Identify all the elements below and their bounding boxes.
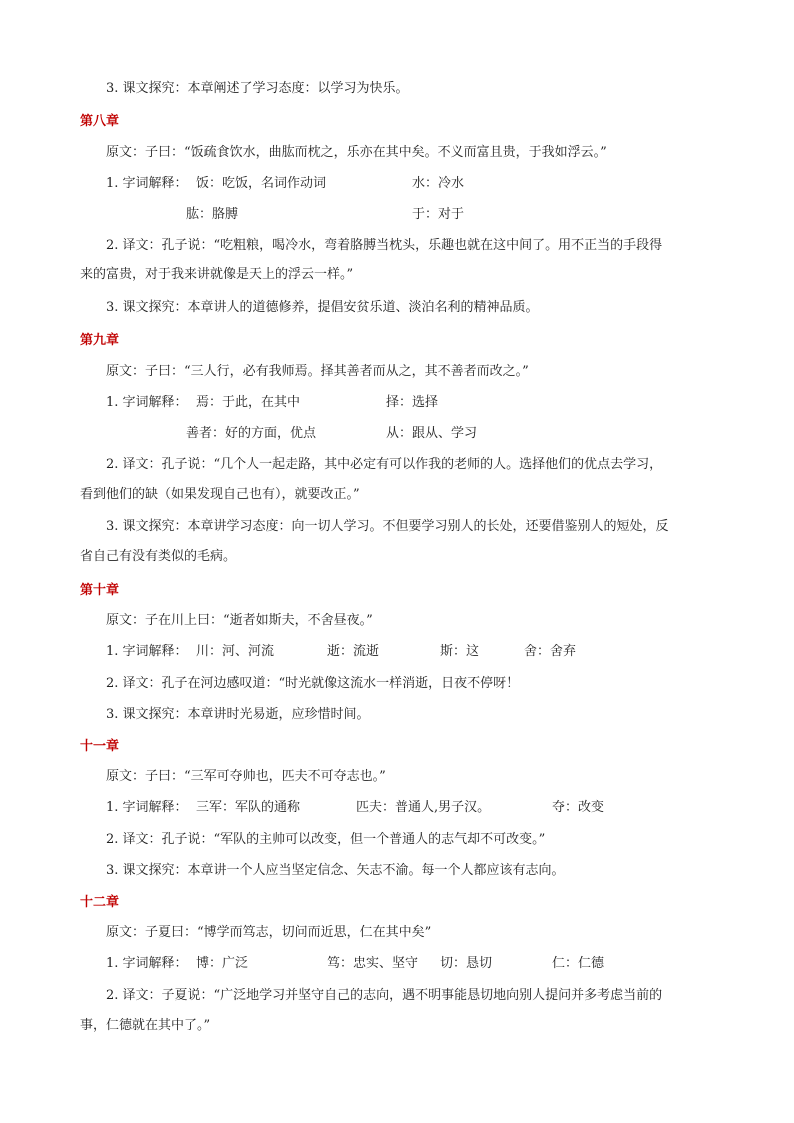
chapter-heading: 十二章 <box>80 895 120 910</box>
vocab-item: 川：河、河流 <box>196 644 275 659</box>
chapter-heading: 第八章 <box>80 114 120 129</box>
translation-line: 看到他们的缺（如果发现自己也有），就要改正。” <box>80 487 360 502</box>
vocab-item: 逝：流逝 <box>327 644 380 659</box>
original-text: 原文：子曰：“三人行，必有我师焉。择其善者而从之，其不善者而改之。” <box>106 364 529 379</box>
vocab-item: 博：广泛 <box>196 956 249 971</box>
vocab-label: 1. 字词解释： <box>106 395 188 410</box>
translation-line: 事，仁德就在其中了。” <box>80 1018 211 1033</box>
original-text: 原文：子在川上曰：“逝者如斯夫，不舍昼夜。” <box>106 613 373 628</box>
original-text: 原文：子夏曰：“博学而笃志，切问而近思，仁在其中矣” <box>106 925 432 940</box>
chapter-heading: 第九章 <box>80 333 120 348</box>
translation-line: 来的富贵，对于我来讲就像是天上的浮云一样。” <box>80 267 354 282</box>
translation-line: 2. 译文：孔子说：“几个人一起走路，其中必定有可以作我的老师的人。选择他们的优点去学习， <box>106 457 663 472</box>
vocab-item: 择：选择 <box>386 395 439 410</box>
original-text: 原文：子曰：“饭疏食饮水，曲肱而枕之，乐亦在其中矣。不义而富且贵，于我如浮云。” <box>106 145 607 160</box>
vocab-item: 匹夫：普通人,男子汉。 <box>356 800 491 815</box>
inquiry-line: 3. 课文探究：本章讲人的道德修养，提倡安贫乐道、淡泊名利的精神品质。 <box>106 300 539 315</box>
chapter-heading: 十一章 <box>80 739 120 754</box>
inquiry-line: 3. 课文探究：本章讲时光易逝，应珍惜时间。 <box>106 707 370 722</box>
translation-line: 2. 译文：子夏说：“广泛地学习并坚守自己的志向，遇不明事能恳切地向别人提问并多考虑当前的 <box>106 988 663 1003</box>
vocab-item: 善者：好的方面，优点 <box>186 426 317 441</box>
vocab-label: 1. 字词解释： <box>106 644 188 659</box>
inquiry-line: 省自己有没有类似的毛病。 <box>80 549 237 564</box>
vocab-item: 仁：仁德 <box>552 956 605 971</box>
vocab-item: 从：跟从、学习 <box>386 426 478 441</box>
vocab-label: 1. 字词解释： <box>106 800 188 815</box>
translation-line: 2. 译文：孔子在河边感叹道：“时光就像这流水一样消逝，日夜不停呀！ <box>106 676 520 691</box>
original-text: 原文：子曰：“三军可夺帅也，匹夫不可夺志也。” <box>106 769 386 784</box>
vocab-item: 饭：吃饭，名词作动词 <box>196 176 327 191</box>
chapter-heading: 第十章 <box>80 583 120 598</box>
vocab-label: 1. 字词解释： <box>106 176 188 191</box>
vocab-item: 肱：胳膊 <box>186 207 239 222</box>
inquiry-line: 3. 课文探究：本章讲一个人应当坚定信念、矢志不渝。每一个人都应该有志向。 <box>106 863 565 878</box>
translation-line: 2. 译文：孔子说：“军队的主帅可以改变，但一个普通人的志气却不可改变。” <box>106 832 546 847</box>
vocab-item: 水：冷水 <box>412 176 465 191</box>
vocab-label: 1. 字词解释： <box>106 956 188 971</box>
vocab-item: 切：恳切 <box>440 956 493 971</box>
inquiry-line: 3. 课文探究：本章讲学习态度：向一切人学习。不但要学习别人的长处，还要借鉴别人的短处，反 <box>106 519 669 534</box>
inquiry-line: 3. 课文探究：本章阐述了学习态度：以学习为快乐。 <box>106 81 409 96</box>
vocab-item: 舍：舍弃 <box>524 644 577 659</box>
vocab-item: 笃：忠实、坚守 <box>327 956 419 971</box>
vocab-item: 焉：于此，在其中 <box>196 395 301 410</box>
vocab-item: 三军：军队的通称 <box>196 800 301 815</box>
translation-line: 2. 译文：孔子说：“吃粗粮，喝冷水，弯着胳膊当枕头，乐趣也就在这中间了。用不正当的手段得 <box>106 238 663 253</box>
vocab-item: 斯：这 <box>440 644 480 659</box>
vocab-item: 于：对于 <box>412 207 465 222</box>
vocab-item: 夺：改变 <box>552 800 605 815</box>
